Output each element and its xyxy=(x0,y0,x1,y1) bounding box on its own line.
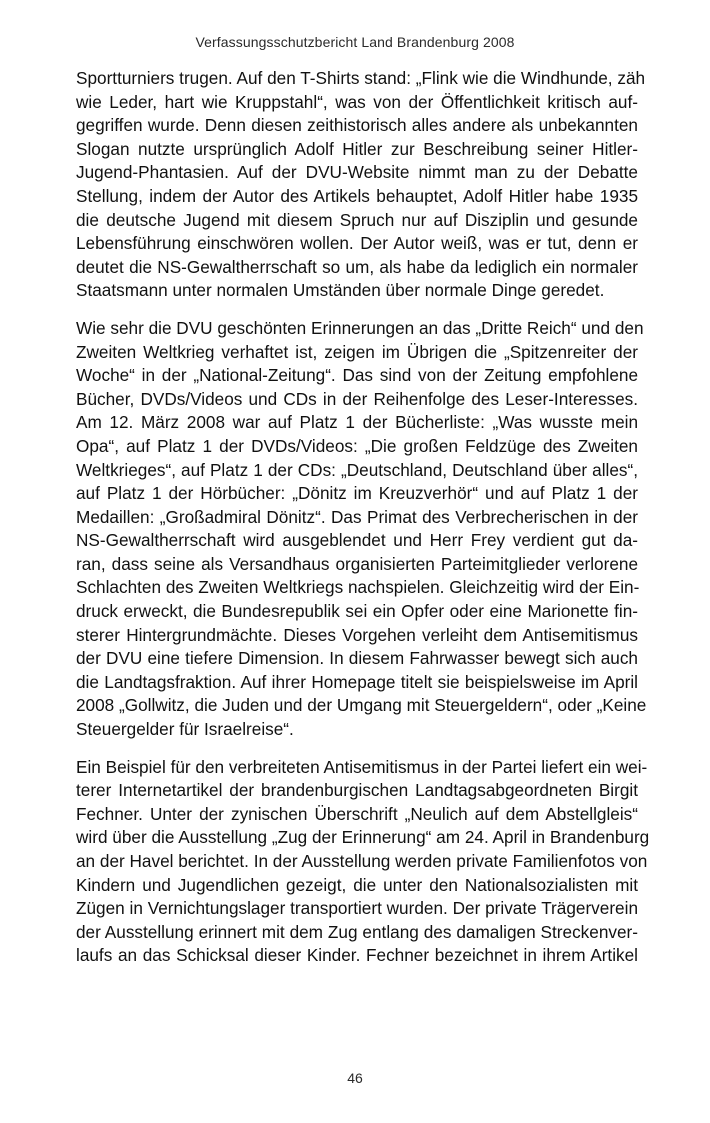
text-line: Am 12. März 2008 war auf Platz 1 der Bücherliste: „Was wusste mein xyxy=(76,412,638,433)
text-line: Wie sehr die DVU geschönten Erinnerungen an das „Dritte Reich“ und den xyxy=(76,317,644,338)
text-line: Steuergelder für Israelreise“. xyxy=(76,719,294,740)
page-number: 46 xyxy=(347,1070,363,1086)
text-line: ran, dass seine als Versandhaus organisierten Parteimitglieder verlorene xyxy=(76,553,638,574)
text-line: die deutsche Jugend mit diesem Spruch nur auf Disziplin und gesunde xyxy=(76,209,638,230)
text-line: laufs an das Schicksal dieser Kinder. Fechner bezeichnet in ihrem Artikel xyxy=(76,945,638,966)
text-line: Bücher, DVDs/Videos und CDs in der Reihenfolge des Leser-Interesses. xyxy=(76,388,638,409)
text-line: an der Havel berichtet. In der Ausstellung werden private Familienfotos von xyxy=(76,851,648,871)
text-line: terer Internetartikel der brandenburgischen Landtagsabgeordneten Birgit xyxy=(76,780,638,801)
text-line: Lebensführung einschwören wollen. Der Autor weiß, was er tut, denn er xyxy=(76,233,638,254)
paragraph-1 xyxy=(76,67,646,303)
text-line: der DVU eine tiefere Dimension. In diesem Fahrwasser bewegt sich auch xyxy=(76,648,638,669)
text-line: die Landtagsfraktion. Auf ihrer Homepage titelt sie beispielsweise im April xyxy=(76,671,638,692)
text-line: Kindern und Jugendlichen gezeigt, die unter den Nationalsozialisten mit xyxy=(76,874,638,895)
text-line: Woche“ in der „National-Zeitung“. Das sind von der Zeitung empfohlene xyxy=(76,365,638,386)
text-line: deutet die NS-Gewaltherrschaft so um, als habe da lediglich ein normaler xyxy=(76,256,638,277)
paragraph-2 xyxy=(76,317,647,742)
text-line: Opa“, auf Platz 1 der DVDs/Videos: „Die großen Feldzüge des Zweiten xyxy=(76,435,638,456)
text-line: gegriffen wurde. Denn diesen zeithistorisch alles andere als unbekannten xyxy=(76,115,638,136)
text-line: der Ausstellung erinnert mit dem Zug entlang des damaligen Streckenver- xyxy=(76,921,638,942)
text-line: Stellung, indem der Autor des Artikels behauptet, Adolf Hitler habe 1935 xyxy=(76,185,638,206)
body-text xyxy=(76,67,650,982)
text-line: druck erweckt, die Bundesrepublik sei ein Opfer oder eine Marionette fin- xyxy=(76,601,638,622)
text-line: Schlachten des Zweiten Weltkriegs nachspielen. Gleichzeitig wird der Ein- xyxy=(76,577,640,598)
text-line: Fechner. Unter der zynischen Überschrift „Neulich auf dem Abstellgleis“ xyxy=(76,803,638,824)
text-line: Weltkrieges“, auf Platz 1 der CDs: „Deutschland, Deutschland über alles“, xyxy=(76,459,638,480)
text-line: auf Platz 1 der Hörbücher: „Dönitz im Kreuzverhör“ und auf Platz 1 der xyxy=(76,483,638,504)
text-line: Zweiten Weltkrieg verhaftet ist, zeigen im Übrigen die „Spitzenreiter der xyxy=(76,341,638,362)
text-line: Staatsmann unter normalen Umständen über normale Dinge geredet. xyxy=(76,280,605,301)
text-line: wird über die Ausstellung „Zug der Erinnerung“ am 24. April in Brandenburg xyxy=(76,827,650,848)
text-line: Ein Beispiel für den verbreiteten Antisemitismus in der Partei liefert ein wei- xyxy=(76,756,648,777)
text-line: Zügen in Vernichtungslager transportiert wurden. Der private Trägerverein xyxy=(76,898,638,919)
text-line: Slogan nutzte ursprünglich Adolf Hitler zur Beschreibung seiner Hitler- xyxy=(76,138,638,159)
text-line: wie Leder, hart wie Kruppstahl“, was von der Öffentlichkeit kritisch auf- xyxy=(76,91,638,112)
paragraph-3 xyxy=(76,756,650,968)
text-line: Medaillen: „Großadmiral Dönitz“. Das Primat des Verbrecherischen in der xyxy=(76,506,638,527)
text-line: sterer Hintergrundmächte. Dieses Vorgehen verleiht dem Antisemitismus xyxy=(76,624,638,645)
text-line: Jugend-Phantasien. Auf der DVU-Website nimmt man zu der Debatte xyxy=(76,162,638,183)
running-header: Verfassungsschutzbericht Land Brandenburg 2008 xyxy=(195,34,515,50)
text-line: 2008 „Gollwitz, die Juden und der Umgang mit Steuergeldern“, oder „Keine xyxy=(76,695,647,716)
text-line: Sportturniers trugen. Auf den T-Shirts stand: „Flink wie die Windhunde, zäh xyxy=(76,68,646,88)
text-line: NS-Gewaltherrschaft wird ausgeblendet und Herr Frey verdient gut da- xyxy=(76,530,638,551)
